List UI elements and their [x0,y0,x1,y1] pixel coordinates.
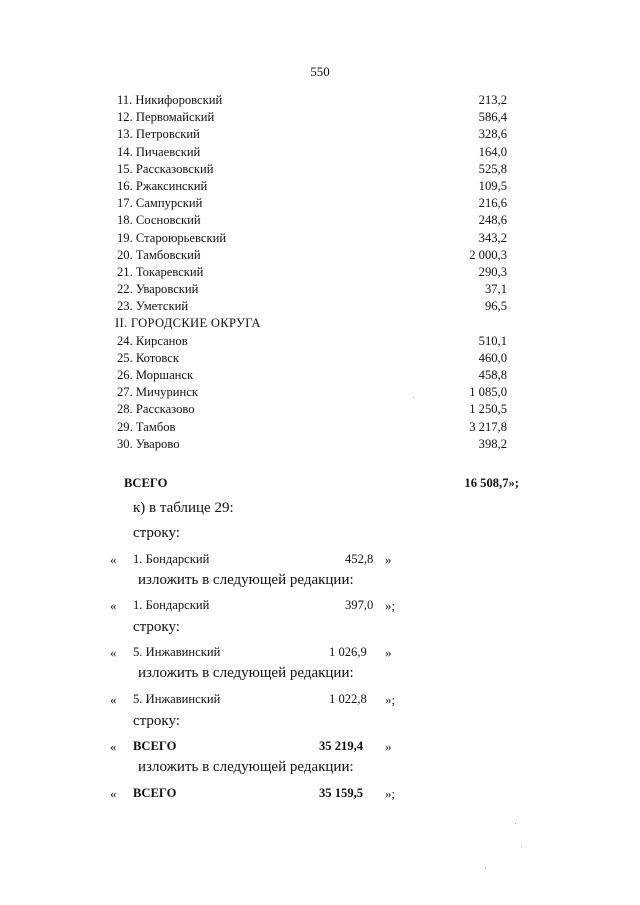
section-heading-label: II. ГОРОДСКИЕ ОКРУГА [115,316,261,331]
row-name: 14. Пичаевский [117,144,201,159]
quote-value: 1 022,8 [329,692,367,706]
row-name: 16. Ржаксинский [117,178,208,193]
quote-name: 1. Бондарский [133,598,210,612]
row-value: 216,6 [478,196,507,211]
row-name: 30. Уварово [117,436,180,451]
row-value: 1 085,0 [469,385,507,400]
row-value: 96,5 [484,299,507,314]
table-row [117,367,507,384]
row-name: 18. Сосновский [117,213,201,228]
scan-speck [485,867,486,868]
open-quote: « [110,692,117,707]
scan-speck [413,397,414,398]
scan-speck [521,846,522,847]
row-value: 248,6 [478,213,507,228]
quote-value: 35 159,5 [319,786,364,800]
table-row [117,247,507,264]
table-row [117,384,507,401]
row-name: 12. Первомайский [117,110,215,125]
quote-name: 5. Инжавинский [133,645,221,659]
open-quote: « [110,552,117,567]
stroku-label: строку: [133,619,180,635]
table-row [117,109,507,126]
table-row [117,436,507,453]
total-row [124,474,519,492]
close-quote: » [385,552,392,567]
row-value: 510,1 [478,333,507,348]
page-number: 550 [310,64,330,79]
district-table [117,92,507,453]
table-row [117,126,507,143]
quote-name: 5. Инжавинский [133,692,221,706]
row-value: 109,5 [478,178,507,193]
row-value: 586,4 [478,110,507,125]
close-quote: »; [385,786,396,801]
row-name: 29. Тамбов [117,419,176,434]
izlozhit-label: изложить в следующей редакции: [138,572,354,588]
open-quote: « [110,598,117,613]
row-name: 21. Токаревский [117,264,204,279]
amendment-intro: к) в таблице 29: [133,500,234,516]
table-row [117,230,507,247]
table-row [117,92,507,109]
open-quote: « [110,645,117,660]
table-row [117,333,507,350]
row-name: 27. Мичуринск [117,385,198,400]
row-value: 525,8 [478,161,507,176]
quote-value: 35 219,4 [319,739,364,753]
row-name: 25. Котовск [117,350,180,365]
quote-value: 452,8 [345,552,374,566]
row-name: 20. Тамбовский [117,247,201,262]
row-value: 343,2 [478,230,507,245]
row-name: 15. Рассказовский [117,161,214,176]
row-name: 13. Петровский [117,127,200,142]
table-row [117,178,507,195]
close-quote: »; [385,692,396,707]
row-value: 3 217,8 [469,419,507,434]
scan-speck [515,823,516,824]
row-value: 398,2 [478,436,507,451]
row-name: 24. Кирсанов [117,333,188,348]
row-value: 290,3 [478,264,507,279]
row-name: 28. Рассказово [117,402,195,417]
izlozhit-label: изложить в следующей редакции: [138,665,354,681]
close-quote: » [385,739,392,754]
table-row [117,161,507,178]
table-row [117,419,507,436]
row-value: 164,0 [478,144,507,159]
row-value: 37,1 [484,282,507,297]
row-name: 23. Уметский [117,299,189,314]
row-value: 328,6 [478,127,507,142]
quote-name: ВСЕГО [133,739,177,753]
table-row [117,298,507,315]
table-row [117,264,507,281]
stroku-label: строку: [133,525,180,541]
izlozhit-label: изложить в следующей редакции: [138,759,354,775]
table-row [117,350,507,367]
quote-name: ВСЕГО [133,786,177,800]
table-row [117,195,507,212]
row-value: 458,8 [478,368,507,382]
quote-name: 1. Бондарский [133,552,210,566]
stroku-label: строку: [133,713,180,729]
table-row [117,281,507,298]
quote-value: 1 026,9 [329,645,367,659]
row-name: 11. Никифоровский [117,93,223,107]
total-label: ВСЕГО [124,476,168,490]
table-row [117,212,507,229]
row-value: 460,0 [478,350,507,365]
open-quote: « [110,786,117,801]
row-name: 22. Уваровский [117,282,199,297]
row-value: 2 000,3 [469,247,507,262]
row-value: 1 250,5 [469,402,507,417]
row-name: 17. Сампурский [117,196,203,211]
section-heading [117,315,507,332]
close-quote: » [385,645,392,660]
open-quote: « [110,739,117,754]
close-quote: »; [385,598,396,613]
row-value: 213,2 [478,93,507,107]
row-name: 26. Моршанск [117,368,194,382]
row-name: 19. Староюрьевский [117,230,227,245]
quote-value: 397,0 [345,598,374,612]
table-row [117,401,507,418]
total-value: 16 508,7»; [464,476,519,490]
table-row [117,144,507,161]
